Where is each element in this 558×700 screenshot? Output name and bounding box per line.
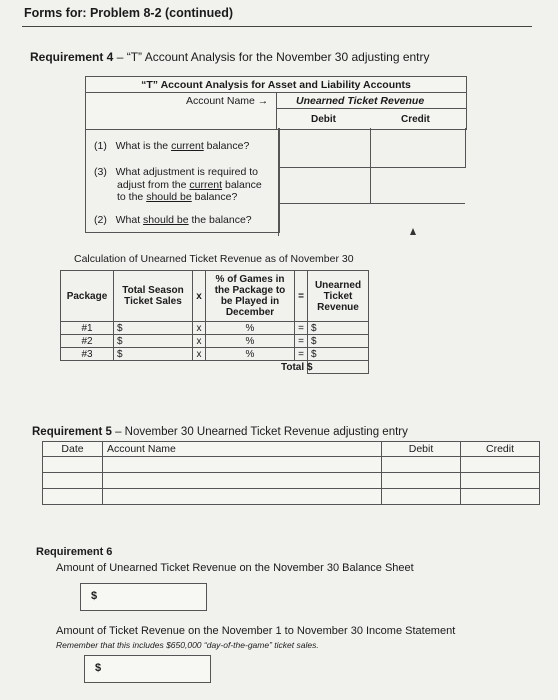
times-cell: x — [193, 335, 206, 348]
unearned-input[interactable]: $ — [308, 335, 369, 348]
t-line — [370, 128, 371, 203]
debit-header: Debit — [382, 442, 461, 457]
dollar-sign: $ — [95, 662, 102, 674]
t-account-header — [85, 76, 467, 130]
income-statement-amount-input[interactable] — [84, 655, 211, 683]
col-package: Package — [61, 271, 114, 322]
percent-input[interactable]: % — [206, 322, 295, 335]
question-3: (3) What adjustment is required to adjust from the current balance to the should be balance? — [94, 166, 262, 203]
t-account-title: “T” Account Analysis for Asset and Liability Accounts — [141, 79, 411, 91]
journal-table — [42, 441, 540, 505]
times-cell: x — [193, 348, 206, 361]
col-equals: = — [295, 271, 308, 322]
sales-input[interactable]: $ — [114, 322, 193, 335]
req6-note: Remember that this includes $650,000 “day-of-the-game” ticket sales. — [56, 640, 319, 650]
req6-heading: Requirement 6 — [36, 546, 113, 558]
calc-title: Calculation of Unearned Ticket Revenue as of November 30 — [74, 253, 354, 265]
calc-row — [61, 348, 369, 361]
calc-header-row — [61, 271, 369, 322]
equals-cell: = — [295, 335, 308, 348]
total-cell: Total $ — [308, 361, 369, 374]
account-name-value: Unearned Ticket Revenue — [296, 95, 425, 107]
header-divider — [22, 26, 532, 27]
t-line — [278, 167, 465, 168]
package-cell: #1 — [61, 322, 114, 335]
req5-heading: Requirement 5 – November 30 Unearned Ticket Revenue adjusting entry — [32, 426, 408, 438]
arrow-up-icon — [410, 228, 416, 235]
question-1: (1) What is the current balance? — [94, 140, 250, 152]
percent-input[interactable]: % — [206, 335, 295, 348]
t-line — [278, 128, 279, 236]
equals-cell: = — [295, 322, 308, 335]
journal-row[interactable] — [43, 457, 540, 473]
account-name-label: Account Name → — [186, 95, 269, 107]
journal-header-row — [43, 442, 540, 457]
credit-header: Credit — [461, 442, 540, 457]
t-line — [278, 203, 465, 204]
page-title: Forms for: Problem 8-2 (continued) — [24, 6, 234, 20]
package-cell: #3 — [61, 348, 114, 361]
req6-line2: Amount of Ticket Revenue on the November 1 to November 30 Income Statement — [56, 625, 456, 637]
sales-input[interactable]: $ — [114, 335, 193, 348]
journal-row[interactable] — [43, 473, 540, 489]
credit-header: Credit — [401, 114, 430, 125]
dollar-sign: $ — [91, 590, 98, 602]
unearned-input[interactable]: $ — [308, 348, 369, 361]
debit-header: Debit — [311, 114, 336, 125]
journal-row[interactable] — [43, 489, 540, 505]
divider — [276, 92, 277, 129]
col-total-sales: Total Season Ticket Sales — [114, 271, 193, 322]
percent-input[interactable]: % — [206, 348, 295, 361]
package-cell: #2 — [61, 335, 114, 348]
calc-total-row — [61, 361, 369, 374]
times-cell: x — [193, 322, 206, 335]
equals-cell: = — [295, 348, 308, 361]
sales-input[interactable]: $ — [114, 348, 193, 361]
account-name-header: Account Name — [103, 442, 382, 457]
question-2: (2) What should be the balance? — [94, 214, 252, 226]
calc-row — [61, 322, 369, 335]
divider — [276, 108, 466, 109]
col-times: x — [193, 271, 206, 322]
col-unearned: Unearned Ticket Revenue — [308, 271, 369, 322]
balance-sheet-amount-input[interactable] — [80, 583, 207, 611]
req6-line1: Amount of Unearned Ticket Revenue on the November 30 Balance Sheet — [56, 562, 414, 574]
date-header: Date — [43, 442, 103, 457]
req4-heading: Requirement 4 – “T” Account Analysis for the November 30 adjusting entry — [30, 50, 430, 64]
calc-row — [61, 335, 369, 348]
col-percent: % of Games in the Package to be Played in December — [206, 271, 295, 322]
t-line — [465, 128, 466, 168]
unearned-input[interactable]: $ — [308, 322, 369, 335]
calc-table — [60, 270, 369, 374]
